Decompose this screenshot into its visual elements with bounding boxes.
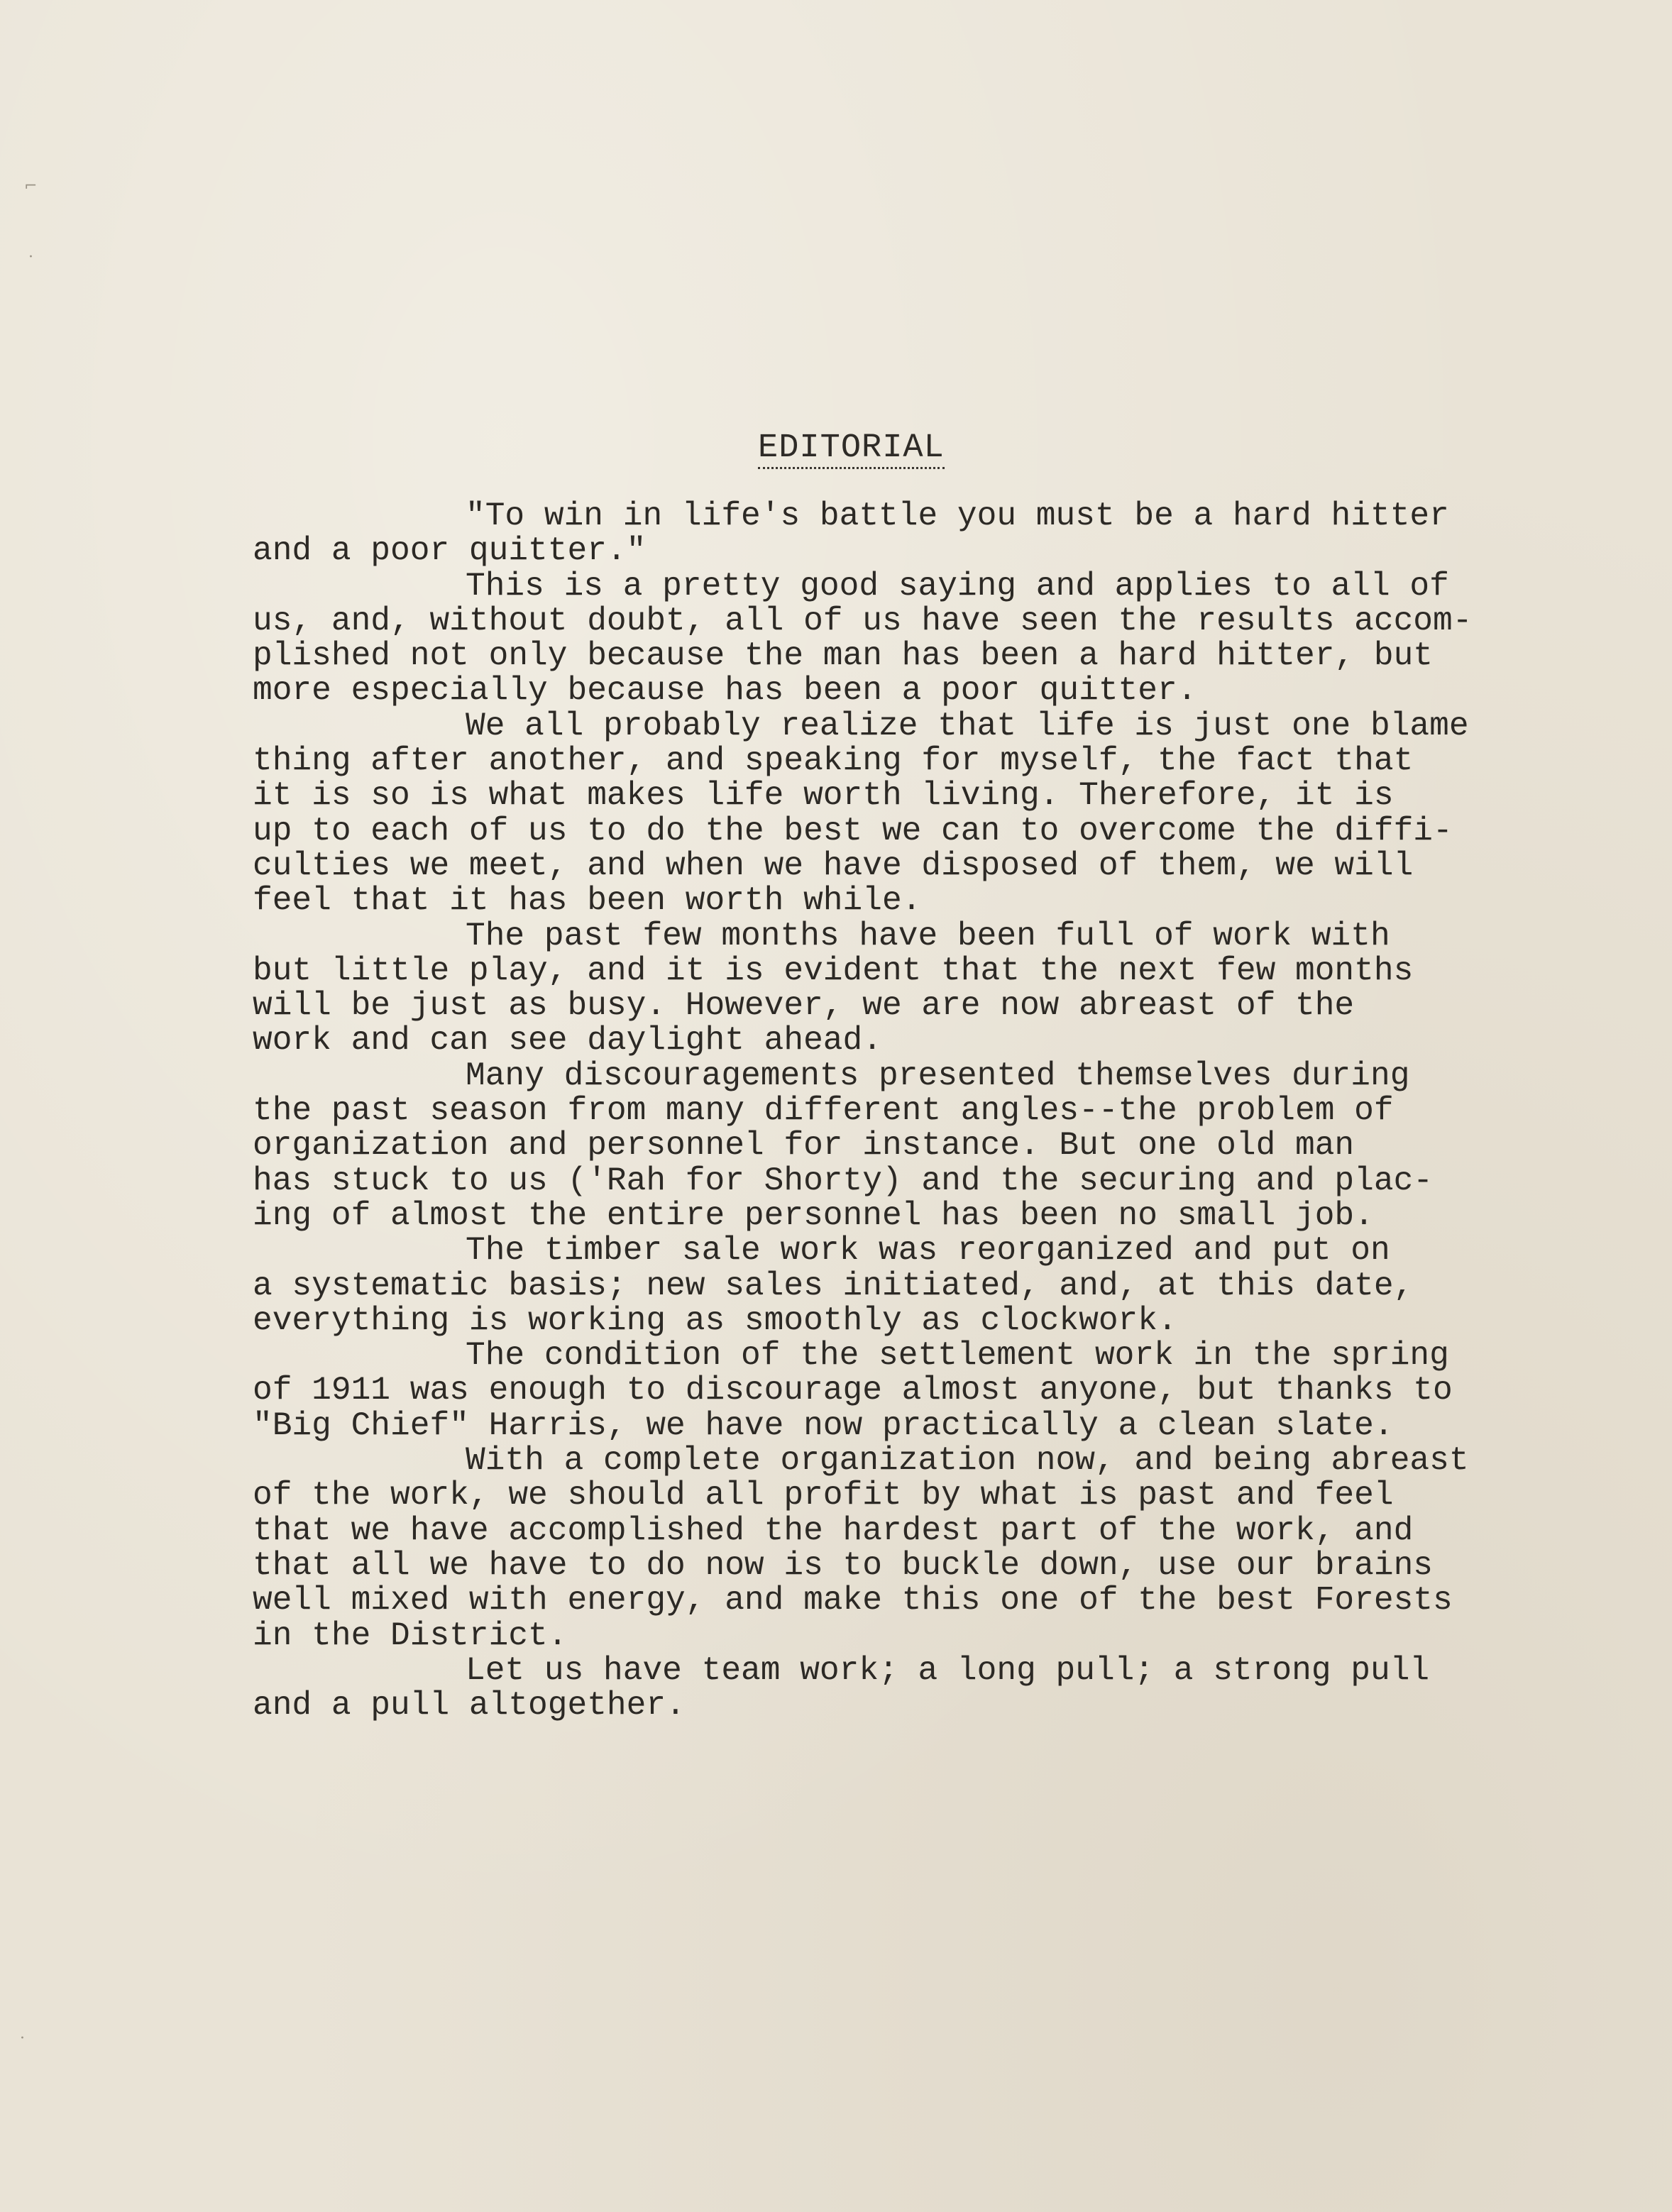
text-line: The timber sale work was reorganized and put on <box>466 1232 1390 1270</box>
text-line: but little play, and it is evident that the next few months <box>253 952 1414 989</box>
text-line: "To win in life's battle you must be a hard hitter <box>466 497 1449 534</box>
text-line: everything is working as smoothly as clockwork. <box>253 1302 1177 1339</box>
text-line: the past season from many different angles--the problem of <box>253 1092 1394 1130</box>
text-line: us, and, without doubt, all of us have seen the results accom- <box>253 602 1473 639</box>
margin-mark: ⌐ <box>24 177 38 195</box>
editorial-title: EDITORIAL <box>758 431 945 469</box>
text-line: The past few months have been full of work with <box>466 917 1390 954</box>
text-line: has stuck to us ('Rah for Shorty) and the securing and plac- <box>253 1162 1434 1199</box>
text-line: plished not only because the man has been a hard hitter, but <box>253 637 1434 675</box>
text-line: up to each of us to do the best we can to overcome the diffi- <box>253 812 1453 849</box>
text-line: This is a pretty good saying and applies to all of <box>466 567 1449 605</box>
text-line: a systematic basis; new sales initiated, and, at this date, <box>253 1267 1414 1304</box>
text-line: With a complete organization now, and being abreast <box>466 1442 1469 1480</box>
text-line: work and can see daylight ahead. <box>253 1022 882 1060</box>
text-line: more especially because has been a poor quitter. <box>253 672 1197 710</box>
text-line: culties we meet, and when we have disposed of them, we will <box>253 847 1414 884</box>
text-line: and a pull altogether. <box>253 1687 686 1724</box>
text-line: We all probably realize that life is just one blame <box>466 707 1469 744</box>
text-line: thing after another, and speaking for myself, the fact that <box>253 742 1414 780</box>
text-line: ing of almost the entire personnel has been no small job. <box>253 1196 1374 1234</box>
text-line: it is so is what makes life worth living. Therefore, it is <box>253 777 1394 815</box>
text-line: in the District. <box>253 1617 568 1654</box>
text-line: Many discouragements presented themselves during <box>466 1057 1410 1094</box>
margin-mark: · <box>28 248 33 266</box>
text-line: of 1911 was enough to discourage almost anyone, but thanks to <box>253 1372 1453 1409</box>
text-line: feel that it has been worth while. <box>253 882 922 920</box>
margin-mark: · <box>20 2030 25 2047</box>
text-line: organization and personnel for instance. But one old man <box>253 1127 1355 1165</box>
text-line: Let us have team work; a long pull; a strong pull <box>466 1651 1430 1689</box>
text-line: that all we have to do now is to buckle down, use our brains <box>253 1546 1434 1584</box>
text-line: will be just as busy. However, we are now abreast of the <box>253 987 1355 1025</box>
editorial-body <box>253 499 1601 1723</box>
text-line: "Big Chief" Harris, we have now practically a clean slate. <box>253 1407 1394 1444</box>
text-line: and a poor quitter." <box>253 532 647 570</box>
text-line: The condition of the settlement work in the spring <box>466 1337 1449 1375</box>
text-line: that we have accomplished the hardest part of the work, and <box>253 1512 1414 1549</box>
text-line: of the work, we should all profit by what is past and feel <box>253 1477 1394 1514</box>
text-line: well mixed with energy, and make this one of the best Forests <box>253 1582 1453 1619</box>
